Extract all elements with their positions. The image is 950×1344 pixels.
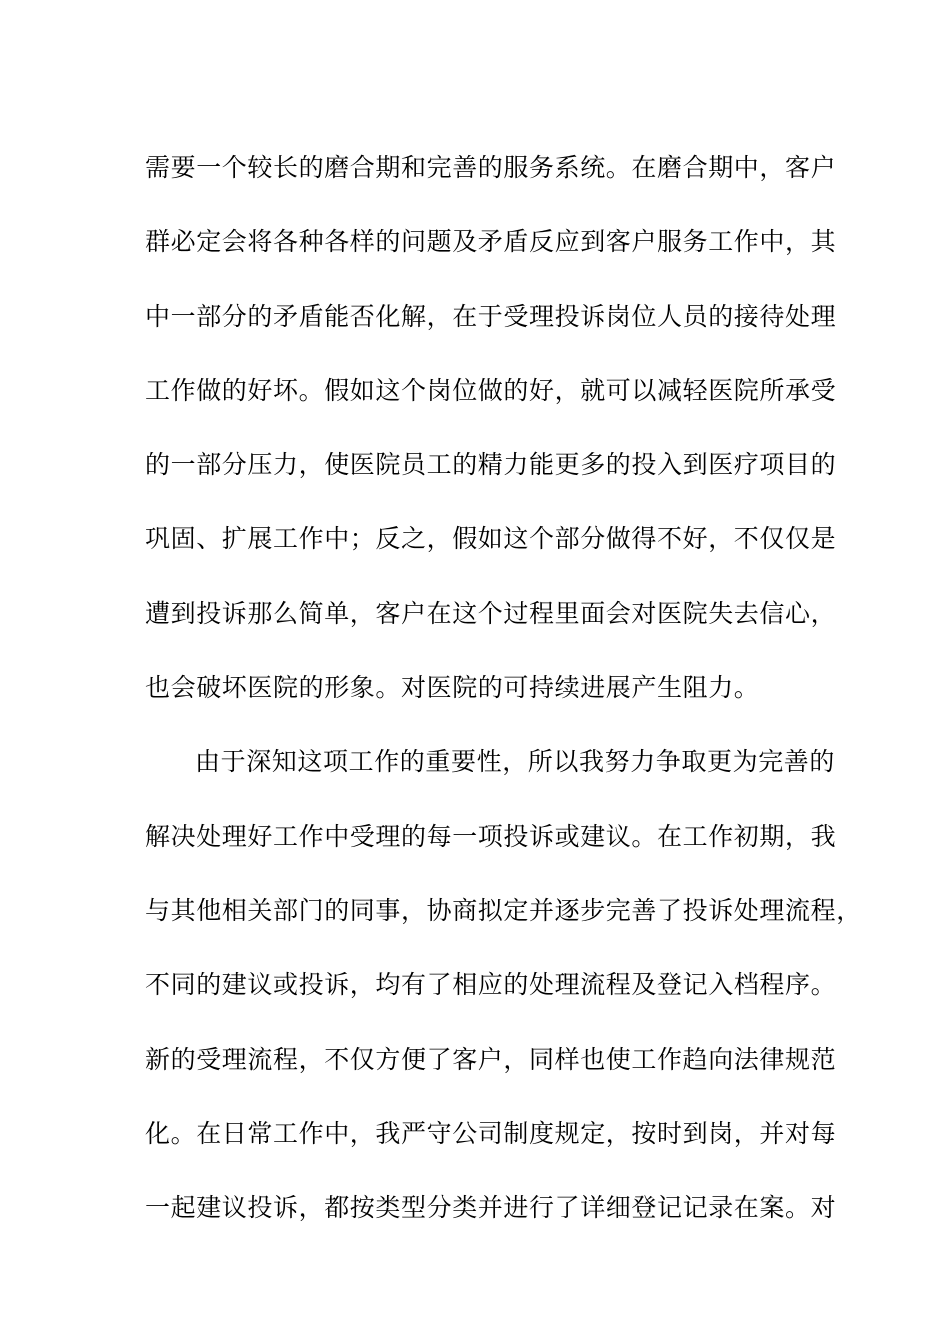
text-line: 需要一个较长的磨合期和完善的服务系统。在磨合期中，客户 (145, 153, 837, 182)
text-line: 新的受理流程，不仅方便了客户，同样也使工作趋向法律规范 (145, 1044, 837, 1074)
text-line: 也会破坏医院的形象。对医院的可持续进展产生阻力。 (145, 673, 760, 703)
paragraph-first-line: 由于深知这项工作的重要性，所以我努力争取更为完善的 (195, 747, 836, 777)
text-line: 一起建议投诉，都按类型分类并进行了详细登记记录在案。对 (145, 1193, 837, 1223)
text-line: 遭到投诉那么简单，客户在这个过程里面会对医院失去信心， (145, 598, 837, 628)
text-line: 与其他相关部门的同事，协商拟定并逐步完善了投诉处理流程， (145, 895, 862, 925)
text-line: 巩固、扩展工作中；反之，假如这个部分做得不好，不仅仅是 (145, 524, 837, 554)
text-line: 中一部分的矛盾能否化解，在于受理投诉岗位人员的接待处理 (145, 301, 837, 331)
body-text (145, 131, 862, 1245)
text-line: 解决处理好工作中受理的每一项投诉或建议。在工作初期，我 (145, 821, 837, 851)
text-line: 的一部分压力，使医院员工的精力能更多的投入到医疗项目的 (145, 450, 837, 480)
text-line: 化。在日常工作中，我严守公司制度规定，按时到岗，并对每 (145, 1118, 837, 1148)
text-line: 群必定会将各种各样的问题及矛盾反应到客户服务工作中，其 (145, 227, 837, 257)
text-line: 工作做的好坏。假如这个岗位做的好，就可以减轻医院所承受 (145, 375, 837, 405)
text-line: 不同的建议或投诉，均有了相应的处理流程及登记入档程序。 (145, 970, 837, 1000)
